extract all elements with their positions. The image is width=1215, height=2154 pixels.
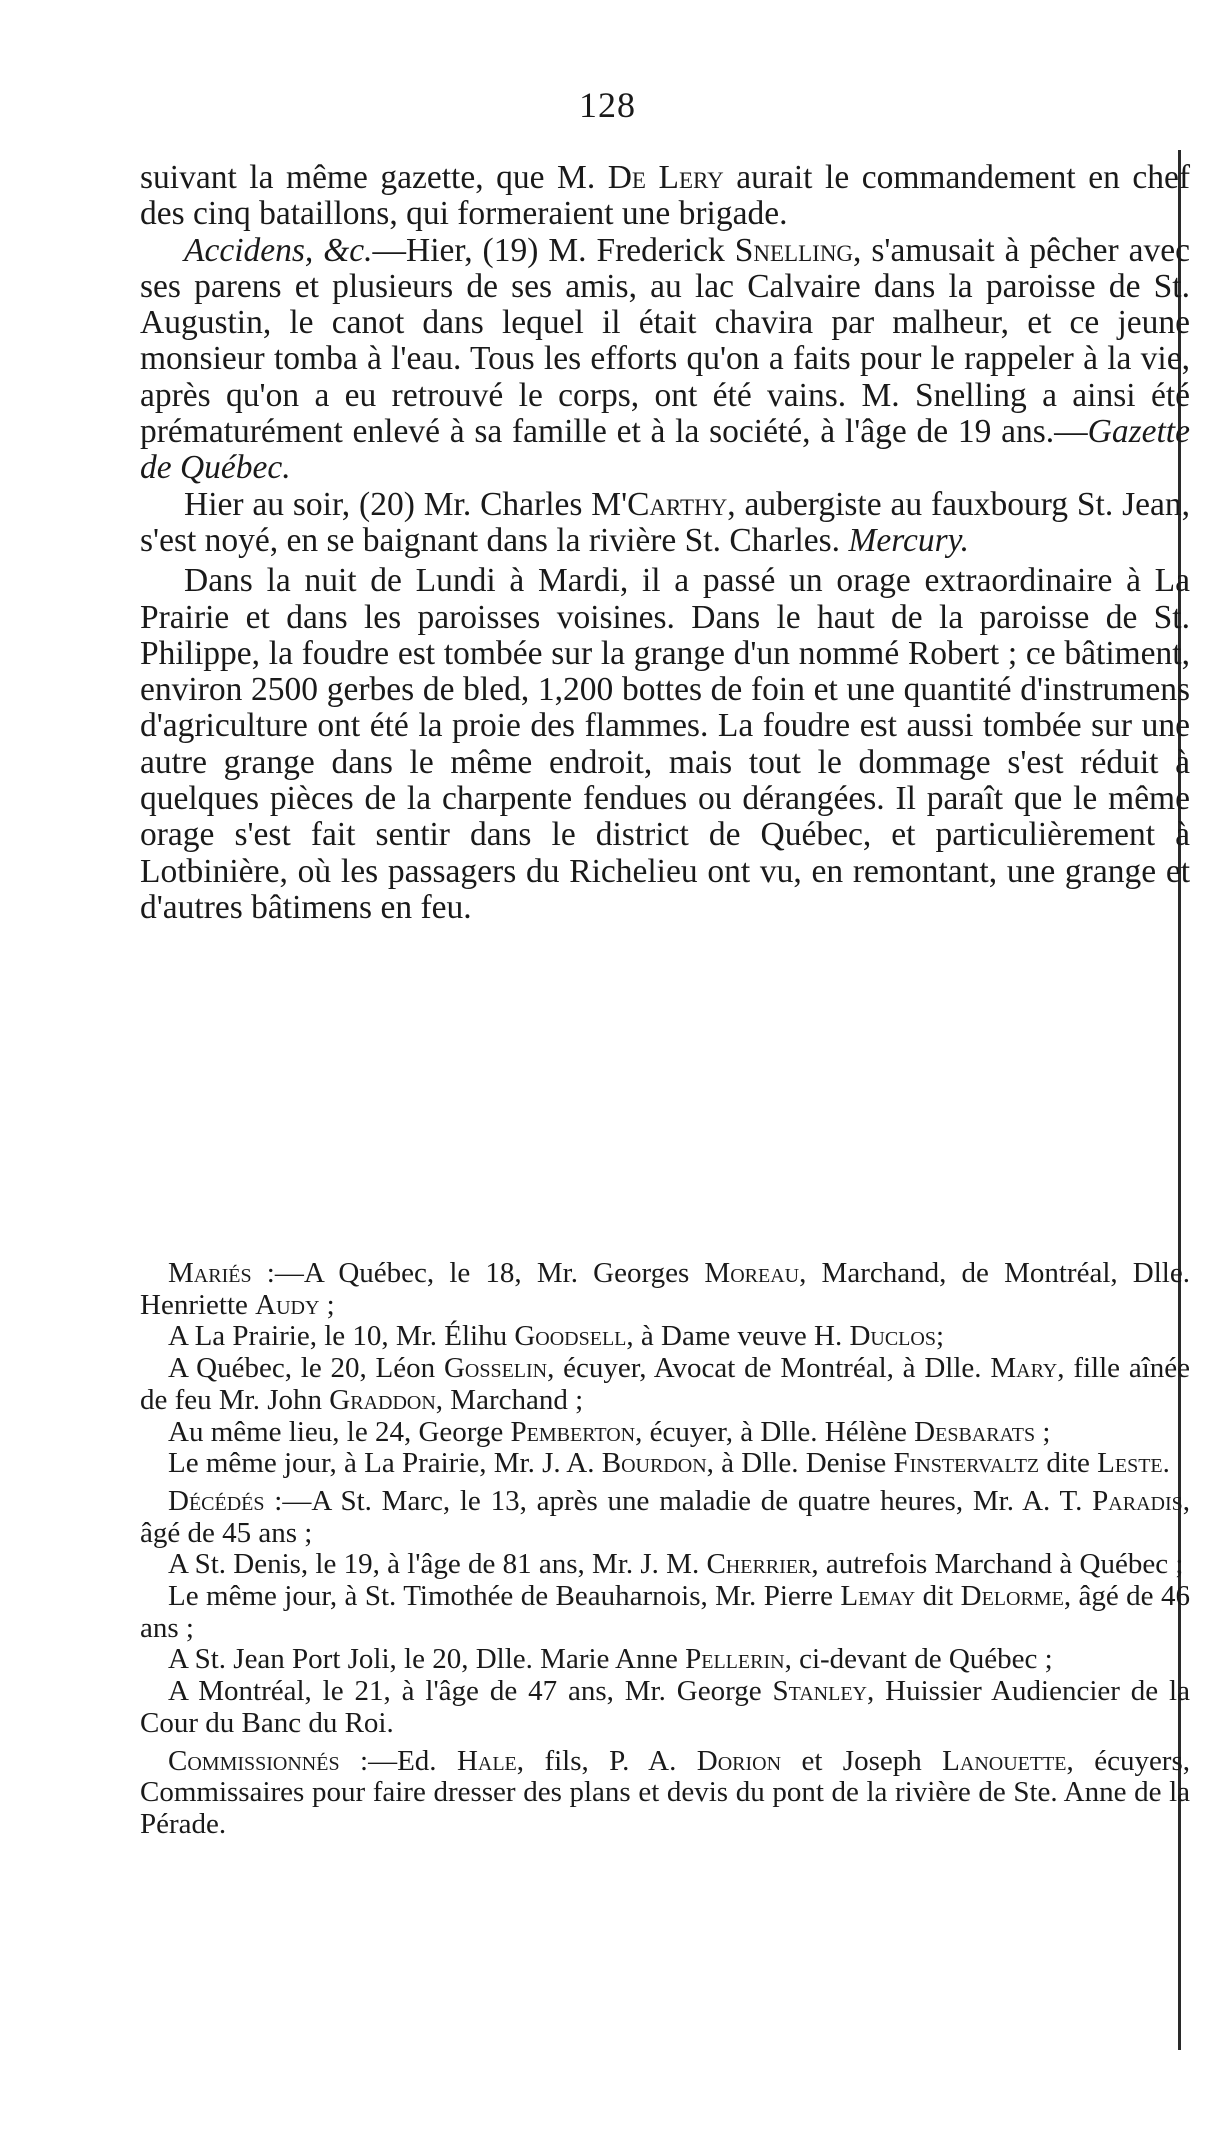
page-number: 128	[579, 85, 636, 125]
surname: Paradis	[1092, 1484, 1183, 1517]
notice-heading: Mariés	[168, 1257, 252, 1289]
source-citation: Gazette de Québec.	[140, 413, 1190, 487]
surname: Lemay	[840, 1580, 916, 1613]
notices-section	[140, 1258, 1190, 1847]
surname: Mary	[990, 1352, 1058, 1385]
text-run: suivant la même gazette, que M.	[140, 159, 608, 196]
text-run: dit	[915, 1580, 961, 1613]
text-run: , écuyers, Commissaires pour faire dresser des plans et devis du pont de la rivière de Ste. Anne de la Pérade.	[140, 1744, 1191, 1840]
text-run: , autrefois Marchand à Québec ;	[811, 1548, 1184, 1581]
text-run: , fille aînée de feu Mr. John	[140, 1352, 1190, 1416]
text-run: aurait le commandement en chef des cinq bataillons, qui formeraient une brigade.	[140, 159, 1191, 233]
surname: Moreau	[704, 1257, 800, 1289]
notice-entry	[140, 1549, 1190, 1581]
text-run: A Québec, le 20, Léon	[168, 1352, 444, 1385]
notice-entry	[140, 1644, 1190, 1676]
notice-entry	[140, 1417, 1190, 1449]
text-run: et Joseph	[781, 1744, 943, 1777]
surname: Gosselin	[443, 1352, 548, 1385]
text-run: .	[1162, 1447, 1170, 1480]
text-run: , écuyer, à Dlle. Hélène	[635, 1415, 915, 1448]
news-column	[140, 160, 1190, 926]
marriages-notices	[140, 1258, 1190, 1480]
surname: Snelling	[734, 231, 854, 269]
text-run: —Hier, (19) M. Frederick	[372, 231, 735, 269]
text-run: , écuyer, Avocat de Montréal, à Dlle.	[547, 1352, 991, 1385]
text-run: , fils, P. A.	[516, 1744, 697, 1777]
surname: Pellerin	[685, 1643, 785, 1676]
text-run: , à Dame veuve H.	[626, 1320, 850, 1353]
surname: Audy	[255, 1288, 320, 1321]
surname: Lanouette	[942, 1744, 1067, 1777]
text-run: , âgé de 45 ans ;	[140, 1484, 1190, 1549]
text-run: A St. Denis, le 19, à l'âge de 81 ans, Mr. J. M.	[168, 1548, 707, 1581]
news-paragraph-storm	[140, 563, 1190, 926]
text-run: , Huissier Audiencier de la Cour du Banc du Roi.	[140, 1675, 1190, 1739]
text-run: Au même lieu, le 24, George	[168, 1415, 511, 1448]
text-run: dite	[1039, 1447, 1098, 1480]
text-run: , s'amusait à pêcher avec ses parens et plusieurs de ses amis, au lac Calvaire dans la paroisse de St. Augustin, le canot dans lequel il était chavira par malheur, et ce jeune monsieur tomba à l'eau. Tous les efforts qu'on a faits pour le rappeler à la vie, après qu'on a eu retrouvé le corps, ont été vains. M. Snelling a ainsi été prématurément enlevé à sa famille et à la société, à l'âge de 19 ans.—	[140, 231, 1190, 451]
surname: Finstervaltz	[893, 1447, 1040, 1480]
notice-entry	[140, 1258, 1190, 1321]
surname: Desbarats	[914, 1415, 1036, 1448]
section-heading: Accidens, &c.	[184, 231, 373, 269]
text-run: Hier au soir, (20) Mr. Charles	[184, 485, 592, 523]
text-run: :—Ed.	[339, 1744, 457, 1777]
commissions-notices	[140, 1746, 1190, 1841]
surname: Goodsell	[514, 1320, 627, 1353]
surname: M'Carthy	[591, 485, 728, 523]
text-run: ;	[319, 1288, 335, 1321]
deaths-notices	[140, 1486, 1190, 1740]
surname: De Lery	[607, 159, 724, 196]
notice-entry	[140, 1353, 1190, 1416]
text-run: :—A St. Marc, le 13, après une maladie de quatre heures, Mr. A. T.	[264, 1484, 1093, 1517]
text-run: , Marchand, de Montréal, Dlle. Henriette	[140, 1257, 1190, 1321]
surname: Cherrier	[706, 1548, 812, 1581]
notice-entry	[140, 1676, 1190, 1739]
notice-heading: Décédés	[168, 1484, 265, 1517]
text-run: Dans la nuit de Lundi à Mardi, il a passé un orage extraordinaire à La Prairie et dans les paroisses voisines. Dans le haut de la paroisse de St. Philippe, la foudre est tombée sur la grange d'un nommé Robert ; ce bâtiment, environ 2500 gerbes de bled, 1,200 bottes de foin et une quantité d'instrumens d'agriculture ont été la proie des flammes. La foudre est aussi tombée sur une autre grange dans le même endroit, mais tout le dommage s'est réduit à quelques pièces de la charpente fendues ou dérangées. Il paraît que le même orage s'est fait sentir dans le district de Québec, et particulièrement à Lotbinière, où les passagers du Richelieu ont vu, en remontant, une grange et d'autres bâtimens en feu.	[140, 562, 1190, 926]
surname: Stanley	[772, 1675, 867, 1708]
notice-entry	[140, 1581, 1190, 1644]
notice-entry	[140, 1746, 1190, 1841]
text-run: :—A Québec, le 18, Mr. Georges	[251, 1257, 705, 1289]
surname: Leste	[1097, 1447, 1163, 1480]
surname: Hale	[456, 1744, 517, 1777]
text-run: , aubergiste au fauxbourg St. Jean, s'est noyé, en se baignant dans la rivière St. Charles.	[140, 485, 1190, 559]
text-run: A La Prairie, le 10, Mr. Élihu	[168, 1320, 515, 1353]
text-run: , ci-devant de Québec ;	[784, 1643, 1053, 1676]
surname: Graddon	[329, 1383, 436, 1416]
text-run: , âgé de 46 ans ;	[140, 1580, 1190, 1644]
text-run: ;	[935, 1320, 945, 1353]
text-run: ;	[1035, 1415, 1051, 1448]
text-run: A St. Jean Port Joli, le 20, Dlle. Marie Anne	[168, 1643, 686, 1676]
text-run: Le même jour, à St. Timothée de Beauharnois, Mr. Pierre	[168, 1580, 841, 1613]
text-run: Le même jour, à La Prairie, Mr. J. A.	[168, 1447, 602, 1480]
notice-entry	[140, 1321, 1190, 1353]
source-citation: Mercury.	[848, 521, 970, 559]
news-paragraph-drowning	[140, 487, 1190, 560]
text-run: , Marchand ;	[435, 1383, 584, 1416]
notice-heading: Commissionnés	[168, 1744, 340, 1777]
text-run: , à Dlle. Denise	[706, 1447, 894, 1480]
news-paragraph-1	[140, 160, 1190, 233]
text-run: A Montréal, le 21, à l'âge de 47 ans, Mr. George	[168, 1675, 773, 1708]
news-paragraph-accidents	[140, 233, 1190, 487]
notice-entry	[140, 1486, 1190, 1549]
surname: Bourdon	[601, 1447, 707, 1480]
surname: Duclos	[849, 1320, 936, 1353]
notice-entry	[140, 1448, 1190, 1480]
surname: Pemberton	[510, 1415, 636, 1448]
surname: Delorme	[960, 1580, 1064, 1613]
surname: Dorion	[696, 1744, 782, 1777]
